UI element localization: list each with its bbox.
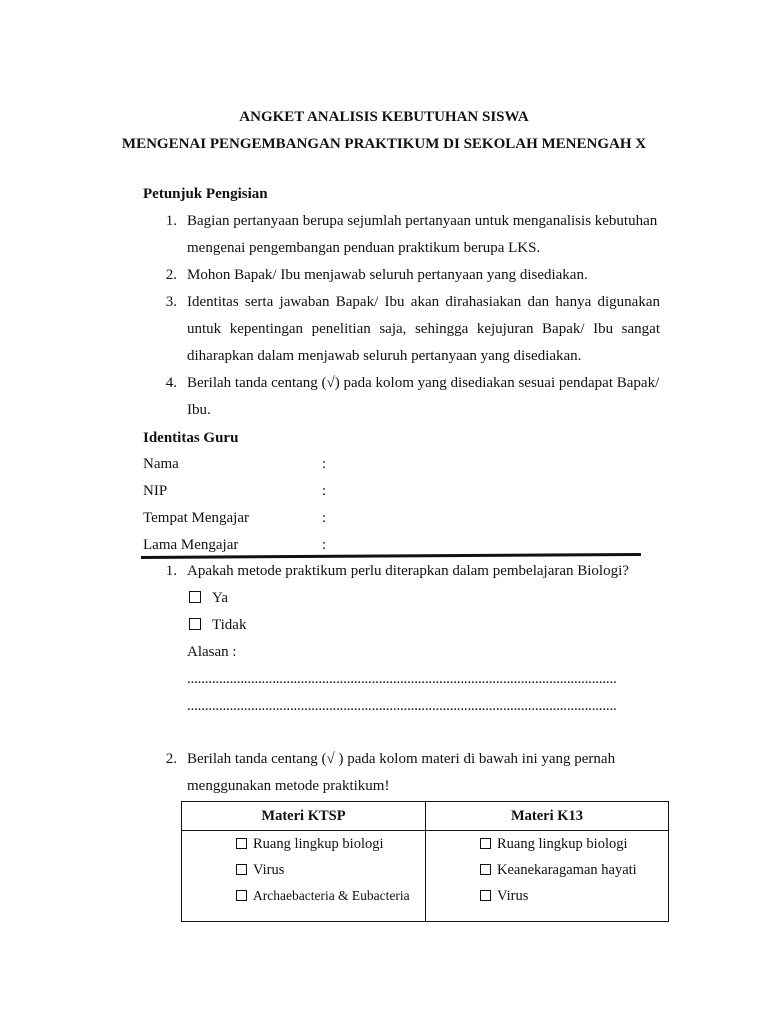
ktsp-item-archaebacteria[interactable] bbox=[236, 885, 425, 911]
petunjuk-item-4-line-2: Ibu. bbox=[187, 402, 211, 418]
k13-cell bbox=[426, 831, 669, 922]
table-row bbox=[182, 831, 669, 922]
checkbox-icon[interactable] bbox=[236, 838, 247, 849]
option-ya[interactable] bbox=[189, 590, 228, 607]
question-2-number: 2. bbox=[165, 751, 177, 767]
petunjuk-number-3: 3. bbox=[165, 294, 177, 310]
alasan-answer-line-1[interactable]: ......................................................................................................................... bbox=[187, 671, 617, 687]
materi-table bbox=[181, 801, 669, 922]
table-header-k13: Materi K13 bbox=[426, 802, 669, 831]
petunjuk-number-2: 2. bbox=[165, 267, 177, 283]
ktsp-cell bbox=[182, 831, 426, 922]
petunjuk-heading: Petunjuk Pengisian bbox=[143, 186, 268, 202]
question-1-text: Apakah metode praktikum perlu diterapkan dalam pembelajaran Biologi? bbox=[187, 563, 629, 579]
ktsp-item-virus[interactable] bbox=[236, 859, 425, 885]
question-1-number: 1. bbox=[165, 563, 177, 579]
field-label-tempat-mengajar: Tempat Mengajar bbox=[143, 510, 249, 526]
field-label-nip: NIP bbox=[143, 483, 168, 499]
petunjuk-number-1: 1. bbox=[165, 213, 177, 229]
ktsp-item-ruang-lingkup[interactable] bbox=[236, 833, 425, 859]
k13-item-label: Ruang lingkup biologi bbox=[497, 836, 628, 852]
k13-item-label: Virus bbox=[497, 888, 529, 904]
identitas-heading: Identitas Guru bbox=[143, 430, 239, 446]
checkbox-icon[interactable] bbox=[480, 838, 491, 849]
alasan-answer-line-2[interactable]: ......................................................................................................................... bbox=[187, 698, 617, 714]
ktsp-item-label: Ruang lingkup biologi bbox=[253, 836, 384, 852]
k13-item-keanekaragaman[interactable] bbox=[480, 859, 668, 885]
petunjuk-item-3-line-2: untuk kepentingan penelitian saja, sehingga kejujuran Bapak/ Ibu sangat bbox=[187, 321, 660, 337]
checkbox-icon[interactable] bbox=[189, 591, 201, 603]
checkbox-icon[interactable] bbox=[236, 864, 247, 875]
petunjuk-item-4-line-1: Berilah tanda centang (√) pada kolom yang disediakan sesuai pendapat Bapak/ bbox=[187, 375, 660, 391]
ktsp-item-label: Archaebacteria & Eubacteria bbox=[253, 888, 410, 903]
document-title: ANGKET ANALISIS KEBUTUHAN SISWA bbox=[239, 109, 529, 125]
k13-item-virus[interactable] bbox=[480, 885, 668, 911]
checkbox-icon[interactable] bbox=[480, 890, 491, 901]
alasan-label: Alasan : bbox=[187, 644, 237, 660]
checkbox-icon[interactable] bbox=[480, 864, 491, 875]
table-header-ktsp: Materi KTSP bbox=[182, 802, 426, 831]
petunjuk-number-4: 4. bbox=[165, 375, 177, 391]
document-subtitle: MENGENAI PENGEMBANGAN PRAKTIKUM DI SEKOLAH MENENGAH X bbox=[121, 136, 647, 152]
checkbox-icon[interactable] bbox=[236, 890, 247, 901]
field-label-nama: Nama bbox=[143, 456, 179, 472]
question-2-line-2: menggunakan metode praktikum! bbox=[187, 778, 390, 794]
petunjuk-item-1-line-1: Bagian pertanyaan berupa sejumlah pertanyaan untuk menganalisis kebutuhan bbox=[187, 213, 658, 229]
petunjuk-item-2-line-1: Mohon Bapak/ Ibu menjawab seluruh pertanyaan yang disediakan. bbox=[187, 267, 588, 283]
petunjuk-item-1-line-2: mengenai pengembangan penduan praktikum berupa LKS. bbox=[187, 240, 541, 256]
k13-item-label: Keanekaragaman hayati bbox=[497, 862, 637, 878]
field-separator-lama-mengajar: : bbox=[322, 537, 327, 553]
petunjuk-item-3-line-3: diharapkan dalam menjawab seluruh pertanyaan yang disediakan. bbox=[187, 348, 582, 364]
option-tidak-label: Tidak bbox=[212, 617, 247, 633]
option-ya-label: Ya bbox=[212, 590, 228, 606]
question-2-line-1: Berilah tanda centang (√ ) pada kolom materi di bawah ini yang pernah bbox=[187, 751, 616, 767]
table-header-row bbox=[182, 802, 669, 831]
petunjuk-item-3-line-1: Identitas serta jawaban Bapak/ Ibu akan dirahasiakan dan hanya digunakan bbox=[187, 294, 660, 310]
k13-item-ruang-lingkup[interactable] bbox=[480, 833, 668, 859]
option-tidak[interactable] bbox=[189, 617, 246, 634]
field-separator-nip: : bbox=[322, 483, 327, 499]
field-separator-tempat-mengajar: : bbox=[322, 510, 327, 526]
field-separator-nama: : bbox=[322, 456, 327, 472]
field-label-lama-mengajar: Lama Mengajar bbox=[143, 537, 239, 553]
checkbox-icon[interactable] bbox=[189, 618, 201, 630]
ktsp-item-label: Virus bbox=[253, 862, 285, 878]
